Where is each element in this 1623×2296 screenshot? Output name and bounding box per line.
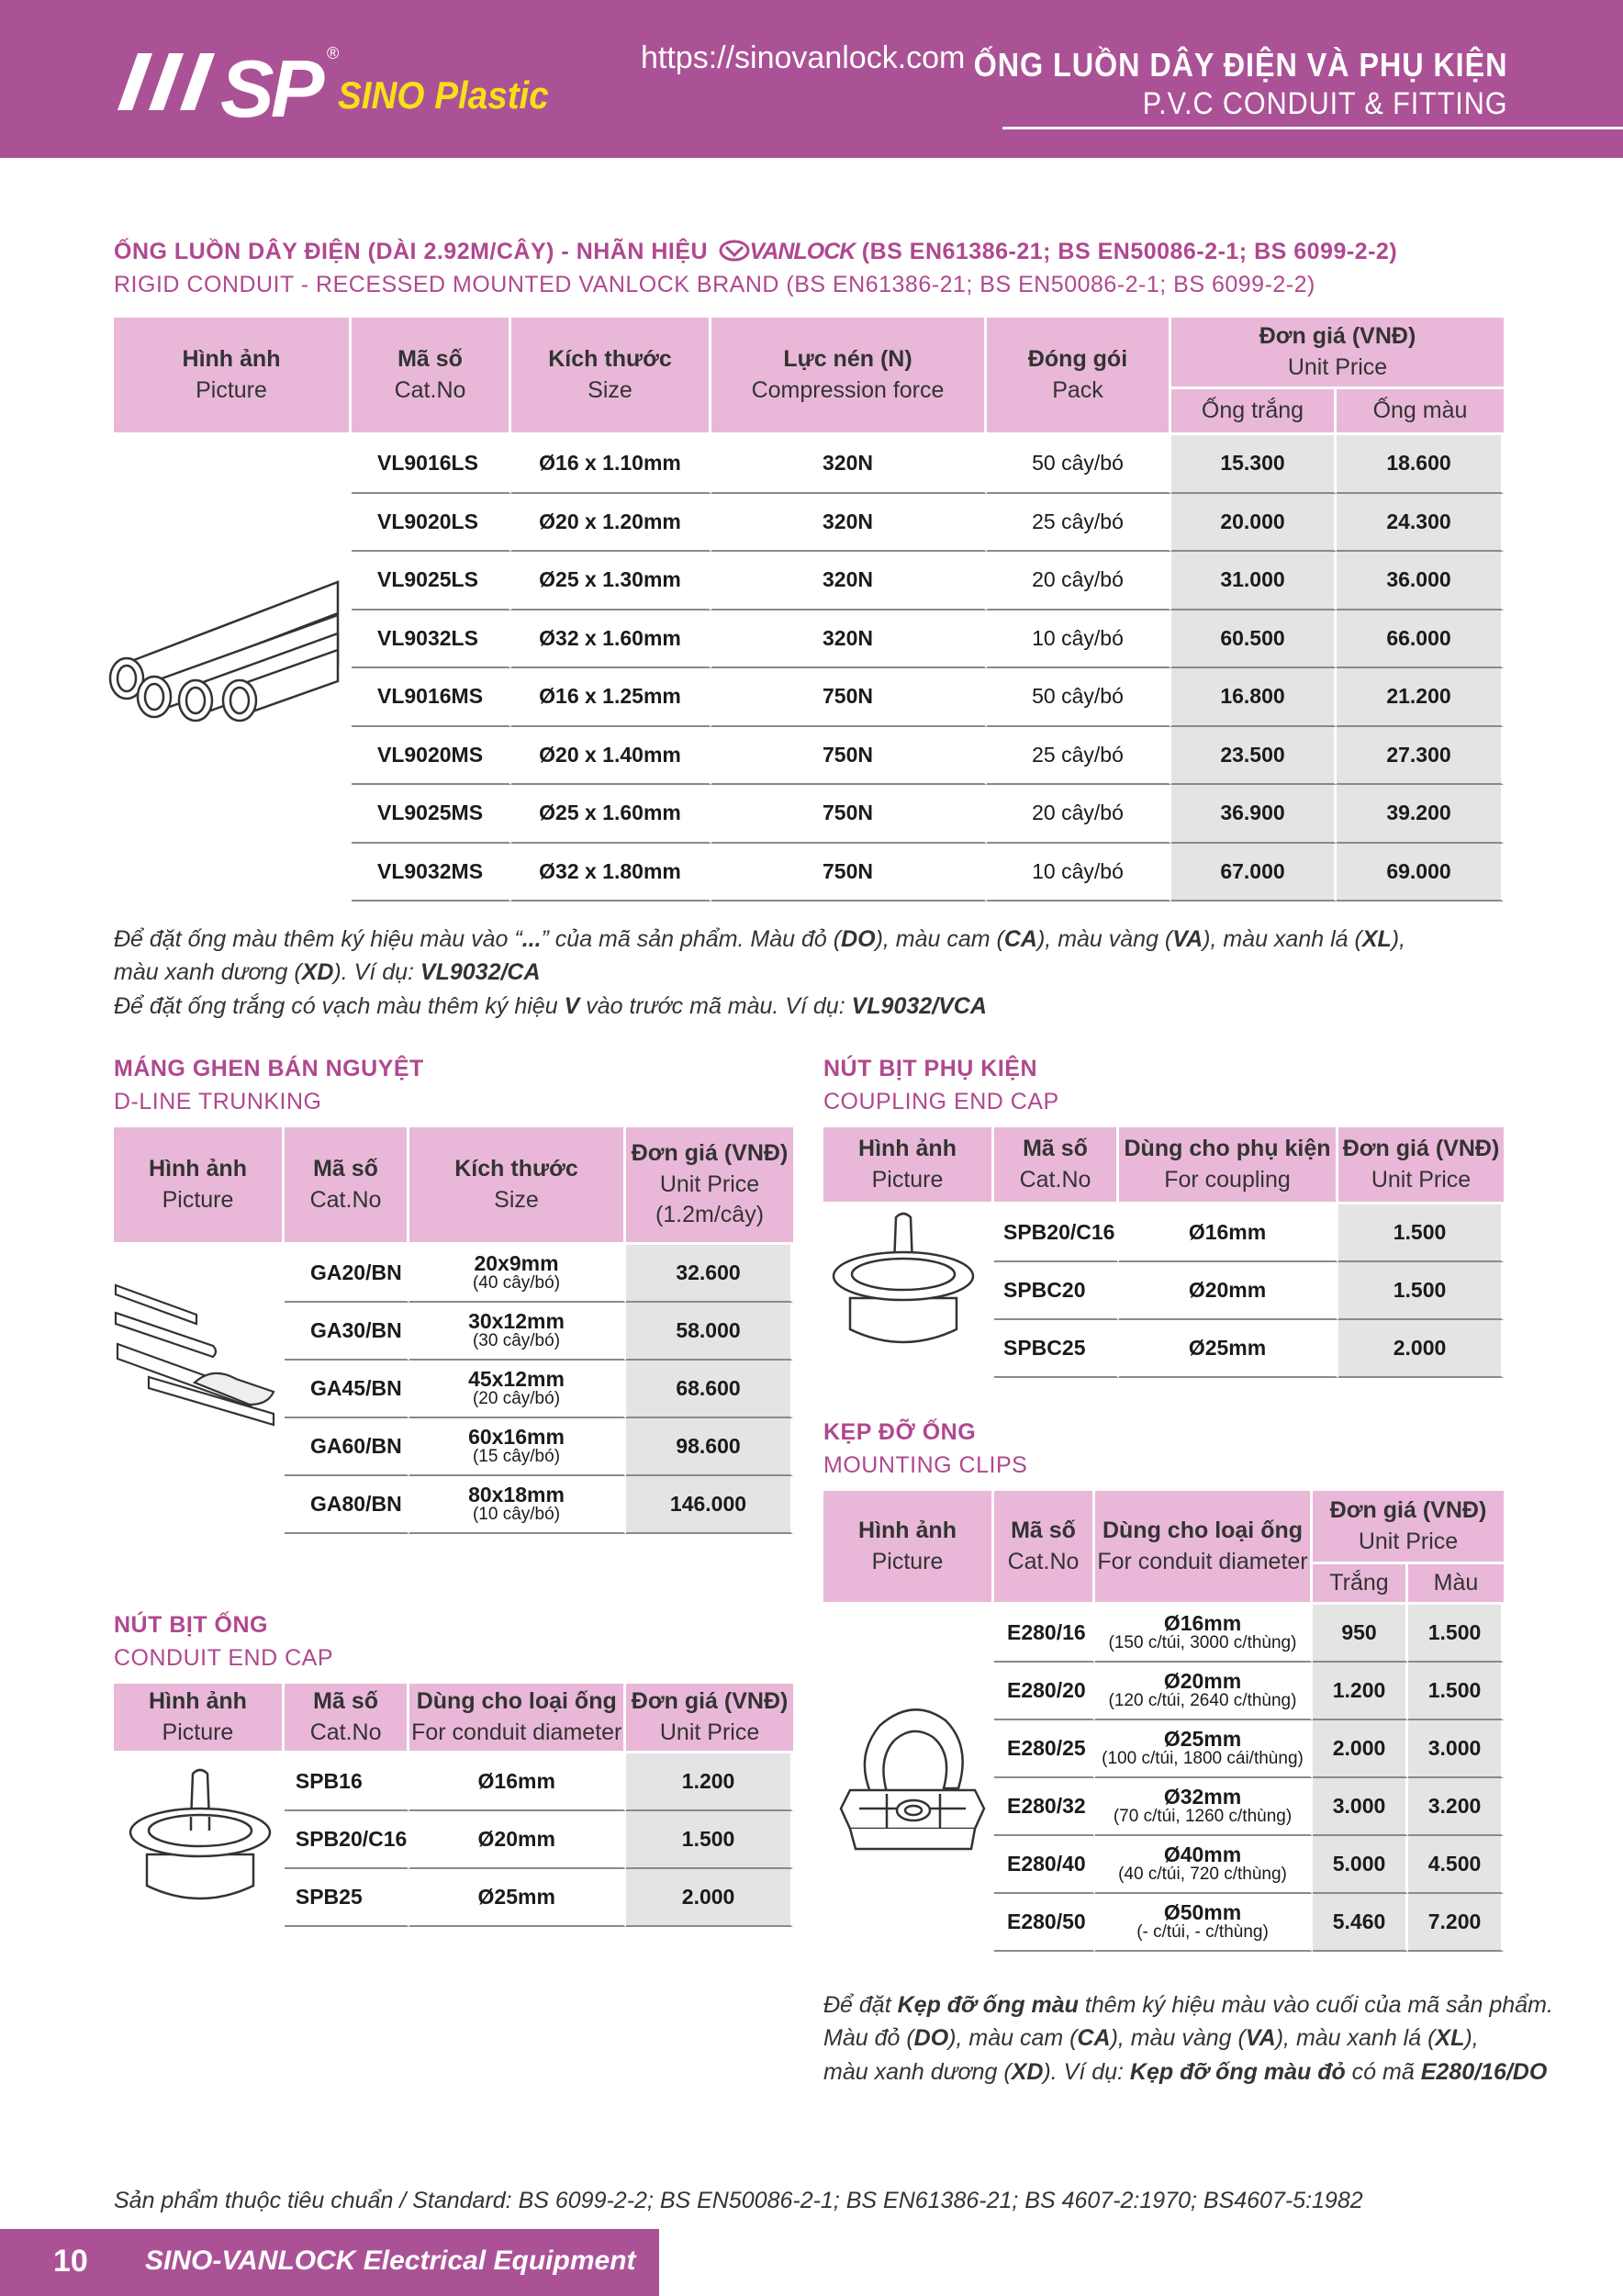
size-cell: Ø25 x 1.30mm	[511, 552, 711, 610]
col-picture: Hình ảnh Picture	[114, 1127, 285, 1245]
website-url[interactable]: https://sinovanlock.com	[641, 40, 966, 75]
diameter-cell: Ø20mm	[409, 1811, 626, 1869]
cat-no-cell: SPB16	[285, 1753, 409, 1811]
size-cell	[409, 1303, 626, 1361]
cell-pack: (30 cây/bó)	[472, 1331, 561, 1351]
cell-value: Ø40mm	[1163, 1842, 1242, 1866]
size-cell: Ø20 x 1.20mm	[511, 494, 711, 553]
cat-no-cell: VL9032LS	[352, 610, 511, 669]
price-cell: 98.600	[626, 1418, 793, 1476]
cell-pack: (10 cây/bó)	[472, 1505, 561, 1525]
table-row	[823, 1605, 1504, 1663]
price-color-cell: 7.200	[1408, 1894, 1504, 1952]
col-cat-no: Mã số Cat.No	[994, 1127, 1119, 1204]
cell-pack: (- c/túi, - c/thùng)	[1136, 1922, 1269, 1943]
cat-no-cell: VL9016MS	[352, 668, 511, 727]
col-price-white: Trắng	[1313, 1564, 1408, 1605]
cat-no-cell: VL9016LS	[352, 435, 511, 494]
price-cell: 58.000	[626, 1303, 793, 1361]
price-white-cell: 36.900	[1171, 785, 1337, 844]
size-cell	[409, 1476, 626, 1534]
conduit-end-cap-picture	[127, 1766, 274, 1913]
size-cell	[409, 1361, 626, 1418]
diameter-cell: Ø25mm	[1119, 1320, 1338, 1378]
price-color-cell: 36.000	[1337, 552, 1504, 610]
cat-no-cell: GA60/BN	[285, 1418, 409, 1476]
price-white-cell: 15.300	[1171, 435, 1337, 494]
col-unit-price: Đơn giá (VNĐ) Unit Price	[1313, 1491, 1504, 1564]
pack-cell: 25 cây/bó	[987, 494, 1171, 553]
price-cell: 68.600	[626, 1361, 793, 1418]
price-color-cell: 18.600	[1337, 435, 1504, 494]
header-title-en: P.V.C CONDUIT & FITTING	[1142, 86, 1507, 121]
price-white-cell: 31.000	[1171, 552, 1337, 610]
size-cell: Ø25 x 1.60mm	[511, 785, 711, 844]
cat-no-cell: SPB20/C16	[994, 1204, 1119, 1262]
size-cell: Ø16 x 1.25mm	[511, 668, 711, 727]
price-white-cell: 5.000	[1313, 1836, 1408, 1894]
col-pack: Đóng gói Pack	[987, 318, 1171, 435]
price-color-cell: 27.300	[1337, 727, 1504, 786]
force-cell: 320N	[711, 435, 987, 494]
size-cell: Ø32 x 1.80mm	[511, 844, 711, 902]
conduit-cap-title-en: CONDUIT END CAP	[114, 1645, 334, 1671]
size-cell: Ø16 x 1.10mm	[511, 435, 711, 494]
clips-note-line3: màu xanh dương (XD). Ví dụ: Kẹp đỡ ống màu đỏ có mã E280/16/DO	[823, 2058, 1548, 2085]
trunking-title-en: D-LINE TRUNKING	[114, 1089, 322, 1114]
price-color-cell: 39.200	[1337, 785, 1504, 844]
col-picture: Hình ảnh Picture	[823, 1127, 994, 1204]
price-cell: 1.500	[626, 1811, 793, 1869]
cell-pack: (40 c/túi, 720 c/thùng)	[1118, 1865, 1287, 1885]
cell-pack: (150 c/túi, 3000 c/thùng)	[1108, 1633, 1297, 1653]
cat-no-cell: GA45/BN	[285, 1361, 409, 1418]
vanlock-brand: VANLOCK	[749, 239, 856, 264]
price-white-cell: 67.000	[1171, 844, 1337, 902]
cell-pack: (120 c/túi, 2640 c/thùng)	[1108, 1691, 1297, 1711]
price-color-cell: 1.500	[1408, 1605, 1504, 1663]
clips-title-en: MOUNTING CLIPS	[823, 1452, 1028, 1478]
cell-pack: (70 c/túi, 1260 c/thùng)	[1113, 1807, 1293, 1827]
pack-cell: 50 cây/bó	[987, 668, 1171, 727]
col-price-color: Màu	[1408, 1564, 1504, 1605]
clips-note-line1: Để đặt Kẹp đỡ ống màu thêm ký hiệu màu vào cuối của mã sản phẩm.	[823, 1992, 1553, 2018]
size-cell: Ø20 x 1.40mm	[511, 727, 711, 786]
price-white-cell: 950	[1313, 1605, 1408, 1663]
col-unit-price: Đơn giá (VNĐ) Unit Price (1.2m/cây)	[626, 1127, 793, 1245]
price-color-cell: 4.500	[1408, 1836, 1504, 1894]
diameter-cell	[1095, 1663, 1313, 1720]
cell-pack: (20 cây/bó)	[472, 1389, 561, 1409]
price-cell: 2.000	[1338, 1320, 1504, 1378]
col-picture: Hình ảnh Picture	[114, 318, 352, 435]
footer-company: SINO-VANLOCK Electrical Equipment	[145, 2246, 636, 2276]
d-line-trunking-picture	[112, 1276, 277, 1432]
col-for-coupling: Dùng cho phụ kiện For coupling	[1119, 1127, 1338, 1204]
diameter-cell	[1095, 1605, 1313, 1663]
table-row	[114, 435, 1504, 494]
diameter-cell: Ø25mm	[409, 1869, 626, 1927]
trunking-title-vi: MÁNG GHEN BÁN NGUYỆT	[114, 1056, 424, 1081]
registered-mark: ®	[327, 44, 340, 62]
price-white-cell: 60.500	[1171, 610, 1337, 669]
size-cell	[409, 1418, 626, 1476]
cell-value: 80x18mm	[468, 1482, 565, 1506]
col-cat-no: Mã số Cat.No	[352, 318, 511, 435]
col-size: Kích thước Size	[409, 1127, 626, 1245]
diameter-cell: Ø20mm	[1119, 1262, 1338, 1320]
clips-order-note	[823, 1988, 1553, 2089]
cat-no-cell: VL9020LS	[352, 494, 511, 553]
conduit-note-line3: Để đặt ống trắng có vạch màu thêm ký hiệu V vào trước mã màu. Ví dụ: VL9032/VCA	[114, 992, 987, 1019]
cat-no-cell: VL9020MS	[352, 727, 511, 786]
conduit-note-line2: màu xanh dương (XD). Ví dụ: VL9032/CA	[114, 959, 541, 986]
col-unit-price: Đơn giá (VNĐ) Unit Price	[626, 1684, 793, 1753]
conduit-order-note	[114, 923, 1405, 1023]
cell-value: 30x12mm	[468, 1308, 565, 1333]
size-cell	[409, 1245, 626, 1303]
price-color-cell: 24.300	[1337, 494, 1504, 553]
cat-no-cell: SPB20/C16	[285, 1811, 409, 1869]
cat-no-cell: E280/32	[994, 1778, 1095, 1836]
cell-value: Ø16mm	[1163, 1610, 1242, 1635]
col-size: Kích thước Size	[511, 318, 711, 435]
cat-no-cell: E280/40	[994, 1836, 1095, 1894]
cat-no-cell: SPBC25	[994, 1320, 1119, 1378]
col-cat-no: Mã số Cat.No	[285, 1127, 409, 1245]
conduit-pipes-picture	[108, 578, 345, 762]
col-picture: Hình ảnh Picture	[823, 1491, 994, 1605]
cell-value: 20x9mm	[474, 1250, 559, 1275]
logo-sino-plastic-text: SINO Plastic	[338, 73, 549, 117]
coupling-cap-title-en: COUPLING END CAP	[823, 1089, 1059, 1114]
cat-no-cell: VL9025LS	[352, 552, 511, 610]
cell-value: Ø25mm	[1163, 1726, 1242, 1751]
col-price-color: Ống màu	[1337, 389, 1504, 435]
cell-value: 45x12mm	[468, 1366, 565, 1391]
coupling-end-cap-picture	[830, 1210, 977, 1357]
price-cell: 1.500	[1338, 1262, 1504, 1320]
price-cell: 32.600	[626, 1245, 793, 1303]
price-color-cell: 69.000	[1337, 844, 1504, 902]
price-white-cell: 3.000	[1313, 1778, 1408, 1836]
diameter-cell	[1095, 1778, 1313, 1836]
force-cell: 320N	[711, 610, 987, 669]
diameter-cell	[1095, 1720, 1313, 1778]
price-color-cell: 3.000	[1408, 1720, 1504, 1778]
clips-title-vi: KẸP ĐỠ ỐNG	[823, 1419, 977, 1445]
size-cell: Ø32 x 1.60mm	[511, 610, 711, 669]
cell-value: Ø50mm	[1163, 1899, 1242, 1924]
conduit-title-en: RIGID CONDUIT - RECESSED MOUNTED VANLOCK BRAND (BS EN61386-21; BS EN50086-2-1; BS 6099-2-2)	[114, 272, 1315, 297]
price-color-cell: 66.000	[1337, 610, 1504, 669]
price-cell: 146.000	[626, 1476, 793, 1534]
cat-no-cell: GA30/BN	[285, 1303, 409, 1361]
header-title	[914, 46, 1507, 122]
col-for-diameter: Dùng cho loại ống For conduit diameter	[1095, 1491, 1313, 1605]
price-color-cell: 1.500	[1408, 1663, 1504, 1720]
price-cell: 1.500	[1338, 1204, 1504, 1262]
col-unit-price: Đơn giá (VNĐ) Unit Price	[1338, 1127, 1504, 1204]
pack-cell: 20 cây/bó	[987, 785, 1171, 844]
cell-value: Ø32mm	[1163, 1784, 1242, 1809]
cell-pack: (100 c/túi, 1800 cái/thùng)	[1102, 1749, 1304, 1769]
pack-cell: 10 cây/bó	[987, 844, 1171, 902]
col-force: Lực nén (N) Compression force	[711, 318, 987, 435]
col-price-white: Ống trắng	[1171, 389, 1337, 435]
footer-standard: Sản phẩm thuộc tiêu chuẩn / Standard: BS 6099-2-2; BS EN50086-2-1; BS EN61386-21; BS 4607-2:1970; BS4607-5:1982	[114, 2188, 1363, 2213]
coupling-cap-title-vi: NÚT BỊT PHỤ KIỆN	[823, 1056, 1037, 1081]
cat-no-cell: GA20/BN	[285, 1245, 409, 1303]
cell-value: 60x16mm	[468, 1424, 565, 1449]
pack-cell: 50 cây/bó	[987, 435, 1171, 494]
price-white-cell: 1.200	[1313, 1663, 1408, 1720]
page-number: 10	[53, 2244, 88, 2279]
force-cell: 320N	[711, 552, 987, 610]
force-cell: 750N	[711, 844, 987, 902]
sino-plastic-logo	[118, 43, 558, 134]
cat-no-cell: GA80/BN	[285, 1476, 409, 1534]
cell-pack: (40 cây/bó)	[472, 1273, 561, 1294]
diameter-cell: Ø16mm	[409, 1753, 626, 1811]
col-unit-price: Đơn giá (VNĐ) Unit Price	[1171, 318, 1504, 389]
pack-cell: 10 cây/bó	[987, 610, 1171, 669]
col-cat-no: Mã số Cat.No	[285, 1684, 409, 1753]
price-white-cell: 23.500	[1171, 727, 1337, 786]
logo-slashes-icon	[118, 53, 226, 110]
diameter-cell	[1095, 1894, 1313, 1952]
price-color-cell: 21.200	[1337, 668, 1504, 727]
col-for-diameter: Dùng cho loại ống For conduit diameter	[409, 1684, 626, 1753]
pack-cell: 25 cây/bó	[987, 727, 1171, 786]
mounting-clip-picture	[837, 1700, 988, 1853]
pack-cell: 20 cây/bó	[987, 552, 1171, 610]
diameter-cell: Ø16mm	[1119, 1204, 1338, 1262]
price-white-cell: 16.800	[1171, 668, 1337, 727]
page-header	[0, 0, 1623, 158]
price-white-cell: 2.000	[1313, 1720, 1408, 1778]
vanlock-logo-icon	[719, 240, 750, 262]
diameter-cell	[1095, 1836, 1313, 1894]
cat-no-cell: E280/25	[994, 1720, 1095, 1778]
conduit-title-standards: (BS EN61386-21; BS EN50086-2-1; BS 6099-2-2)	[861, 239, 1398, 264]
logo-sp-text: SP	[220, 43, 321, 134]
col-picture: Hình ảnh Picture	[114, 1684, 285, 1753]
header-title-vi: ỐNG LUỒN DÂY ĐIỆN VÀ PHỤ KIỆN	[973, 46, 1507, 84]
conduit-cap-title-vi: NÚT BỊT ỐNG	[114, 1612, 268, 1638]
force-cell: 320N	[711, 494, 987, 553]
cell-value: Ø20mm	[1163, 1668, 1242, 1693]
force-cell: 750N	[711, 668, 987, 727]
clips-note-line2: Màu đỏ (DO), màu cam (CA), màu vàng (VA), màu xanh lá (XL),	[823, 2025, 1479, 2052]
force-cell: 750N	[711, 785, 987, 844]
price-white-cell: 5.460	[1313, 1894, 1408, 1952]
cat-no-cell: VL9032MS	[352, 844, 511, 902]
price-cell: 2.000	[626, 1869, 793, 1927]
price-white-cell: 20.000	[1171, 494, 1337, 553]
price-cell: 1.200	[626, 1753, 793, 1811]
cat-no-cell: E280/50	[994, 1894, 1095, 1952]
cat-no-cell: SPB25	[285, 1869, 409, 1927]
col-cat-no: Mã số Cat.No	[994, 1491, 1095, 1605]
force-cell: 750N	[711, 727, 987, 786]
cat-no-cell: E280/16	[994, 1605, 1095, 1663]
conduit-note-line1: Để đặt ống màu thêm ký hiệu màu vào “...” của mã sản phẩm. Màu đỏ (DO), màu cam (CA), màu vàng (VA), màu xanh lá (XL),	[114, 926, 1406, 952]
cell-pack: (15 cây/bó)	[472, 1447, 561, 1467]
price-color-cell: 3.200	[1408, 1778, 1504, 1836]
cat-no-cell: SPBC20	[994, 1262, 1119, 1320]
conduit-title-vi: ỐNG LUỒN DÂY ĐIỆN (DÀI 2.92M/CÂY) - NHÃN HIỆU VANLOCK (BS EN61386-21; BS EN50086-2-1; BS 6099-2-2)	[114, 239, 1398, 264]
header-divider	[1002, 127, 1623, 129]
cat-no-cell: VL9025MS	[352, 785, 511, 844]
cat-no-cell: E280/20	[994, 1663, 1095, 1720]
